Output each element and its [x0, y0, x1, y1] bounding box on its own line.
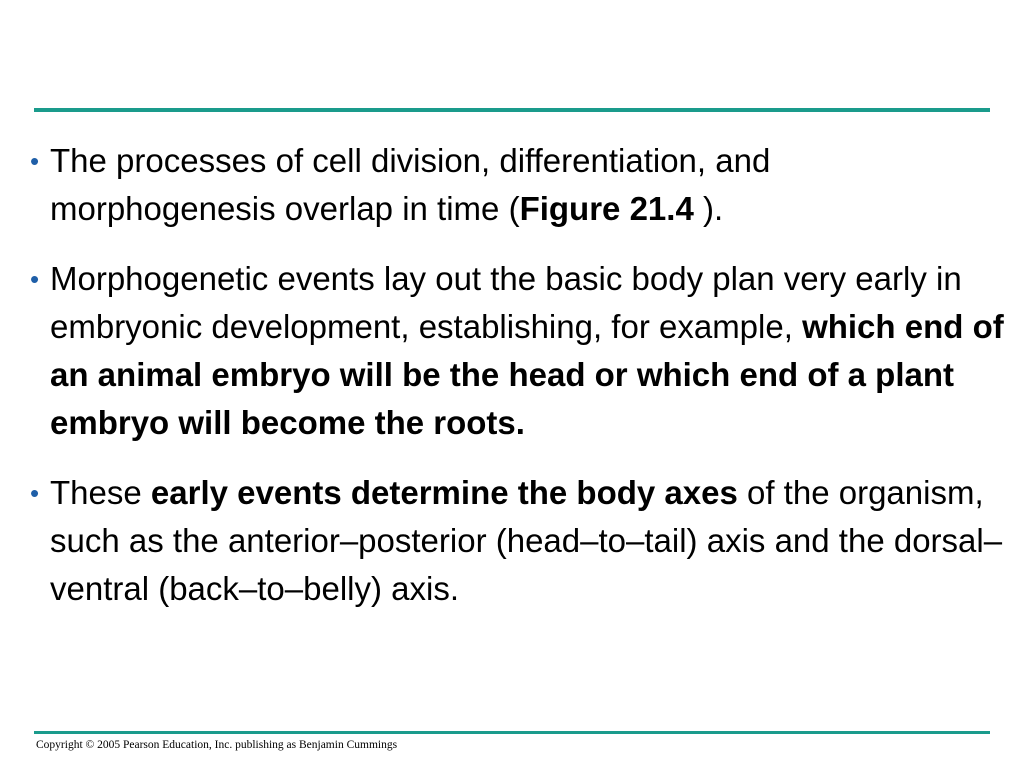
copyright-footer: Copyright © 2005 Pearson Education, Inc. publishing as Benjamin Cummings [36, 739, 398, 751]
top-divider [34, 108, 990, 112]
bullet-item [30, 137, 1005, 233]
bottom-divider [34, 731, 990, 734]
slide-content [30, 137, 1005, 635]
bullet-text: Morphogenetic events lay out the basic body plan very early in embryonic development, establishing, for example, which end of an animal embryo will be the head or which end of a plant embryo will become the roots. [50, 260, 1004, 441]
bullet-item [30, 469, 1005, 613]
bullet-marker: • [30, 146, 40, 176]
bullet-text: The processes of cell division, differentiation, and morphogenesis overlap in time (Figure 21.4 ). [50, 142, 771, 227]
bullet-marker: • [30, 264, 40, 294]
bullet-marker: • [30, 478, 40, 508]
bullet-item [30, 255, 1005, 447]
bullet-text: These early events determine the body axes of the organism, such as the anterior–posterior (head–to–tail) axis and the dorsal–ventral (back–to–belly) axis. [50, 474, 1003, 607]
